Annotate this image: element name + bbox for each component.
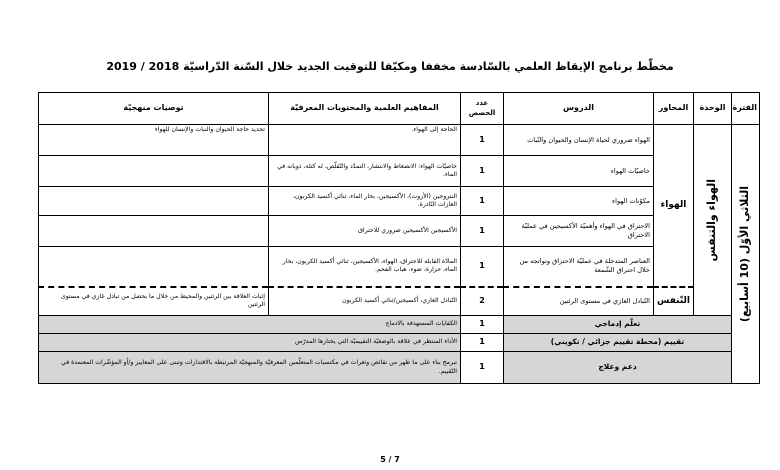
table-row bbox=[39, 247, 760, 287]
header-lessons: الدروس bbox=[504, 93, 654, 125]
unit-cell bbox=[694, 125, 732, 316]
count-cell: 1 bbox=[461, 156, 504, 187]
header-row bbox=[39, 93, 760, 125]
recommendation-cell bbox=[39, 216, 269, 247]
summary-text: الكفايات المستهدفة بالادماج bbox=[39, 316, 461, 334]
page-number: 5 / 7 bbox=[380, 455, 400, 464]
count-cell: 2 bbox=[461, 287, 504, 316]
axis-breathing: التّنفس bbox=[654, 287, 694, 316]
unit-label: الهواء والتنفس bbox=[705, 178, 719, 262]
lesson-cell: خاصيّات الهواء bbox=[504, 156, 654, 187]
concepts-cell: التّبادل الغازي، أكسيجين/ثنائي أكسيد الكربون bbox=[269, 287, 461, 316]
header-concepts: المفاهيم العلمية والمحتويات المعرفيّة bbox=[269, 93, 461, 125]
recommendation-cell bbox=[39, 247, 269, 287]
count-cell: 1 bbox=[461, 187, 504, 216]
header-axis: المحاور bbox=[654, 93, 694, 125]
table-row bbox=[39, 216, 760, 247]
recommendation-cell: إثبات العلاقة بين الرئتين والمحيط من خلال ما يحصل من تبادل غازي في مستوى الرئتين bbox=[39, 287, 269, 316]
count-cell: 1 bbox=[461, 247, 504, 287]
concepts-cell: خاصيّات الهواء: الانضغاط والانتشار، التمدّد والتّقلّص، له كتلة، ذوبانه في الماء. bbox=[269, 156, 461, 187]
period-cell bbox=[732, 125, 760, 384]
recommendation-cell bbox=[39, 187, 269, 216]
count-cell: 1 bbox=[461, 334, 504, 352]
lesson-cell: التّبادل الغازي في مستوى الرئتين bbox=[504, 287, 654, 316]
summary-text: تبرمج بناء على ما ظهر من نقائص وثغرات في مكتسبات المتعلّمين المعرفيّة والمنهجيّة المرتبطة بالاقتدارات وتبنى على المعايير و/أو المؤشّرات المعتمدة في التّقييم. bbox=[39, 352, 461, 384]
summary-row bbox=[39, 316, 760, 334]
recommendation-cell: تحديد حاجة الحيوان والنبات والإنسان للهواء bbox=[39, 125, 269, 156]
header-period: الفترة bbox=[732, 93, 760, 125]
program-table bbox=[38, 92, 760, 384]
page-title: مخطّط برنامج الإيقاظ العلمي بالسّادسة مخففا ومكيّفا للتوقيت الجديد خلال السّنة الدّراسيّة 2018 / 2019 bbox=[106, 60, 674, 73]
header-unit: الوحدة bbox=[694, 93, 732, 125]
axis-air: الهواء bbox=[654, 125, 694, 287]
concepts-cell: المادّة القابلة للاحتراق، الهواء، الأكسيجين، ثنائي أكسيد الكربون، بخار الماء، حرارة، ضوء، هباب الفحم. bbox=[269, 247, 461, 287]
summary-label: تعلّم إدماجي bbox=[504, 316, 732, 334]
concepts-cell: الأكسيجين الأكسيجين ضروري للاحتراق bbox=[269, 216, 461, 247]
period-label: الثلاثي الأوّل (10 أسابيع) bbox=[738, 185, 752, 323]
table-row bbox=[39, 287, 760, 316]
table-row bbox=[39, 187, 760, 216]
summary-text: الأداء المنتظر في علاقة بالوضعيّة التقييميّة التي يختارها المدرّس bbox=[39, 334, 461, 352]
concepts-cell: الحاجة إلى الهواء. bbox=[269, 125, 461, 156]
summary-label: تقييم (محطة تقييم جزائي / تكويني) bbox=[504, 334, 732, 352]
lesson-cell: الهواء ضروري لحياة الإنسان والحيوان والنّبات bbox=[504, 125, 654, 156]
summary-row bbox=[39, 334, 760, 352]
table-row bbox=[39, 156, 760, 187]
count-cell: 1 bbox=[461, 125, 504, 156]
count-cell: 1 bbox=[461, 352, 504, 384]
summary-label: دعم وعلاج bbox=[504, 352, 732, 384]
header-count: عدد الحصص bbox=[461, 93, 504, 125]
concepts-cell: النتروجين (الأزوت)، الأكسيجين، بخار الماء، ثنائي أكسيد الكربون، الغازات النّادرة. bbox=[269, 187, 461, 216]
summary-row bbox=[39, 352, 760, 384]
lesson-cell: العناصر المتدخلة في عمليّة الاحتراق ونواتجه من خلال احتراق الشّمعة bbox=[504, 247, 654, 287]
table-row bbox=[39, 125, 760, 156]
recommendation-cell bbox=[39, 156, 269, 187]
count-cell: 1 bbox=[461, 316, 504, 334]
count-cell: 1 bbox=[461, 216, 504, 247]
lesson-cell: مكوّنات الهواء bbox=[504, 187, 654, 216]
lesson-cell: الاحتراق في الهواء وأهميّة الأكسيجين في عمليّة الاحتراق bbox=[504, 216, 654, 247]
header-recommendations: توصيات منهجيّة bbox=[39, 93, 269, 125]
